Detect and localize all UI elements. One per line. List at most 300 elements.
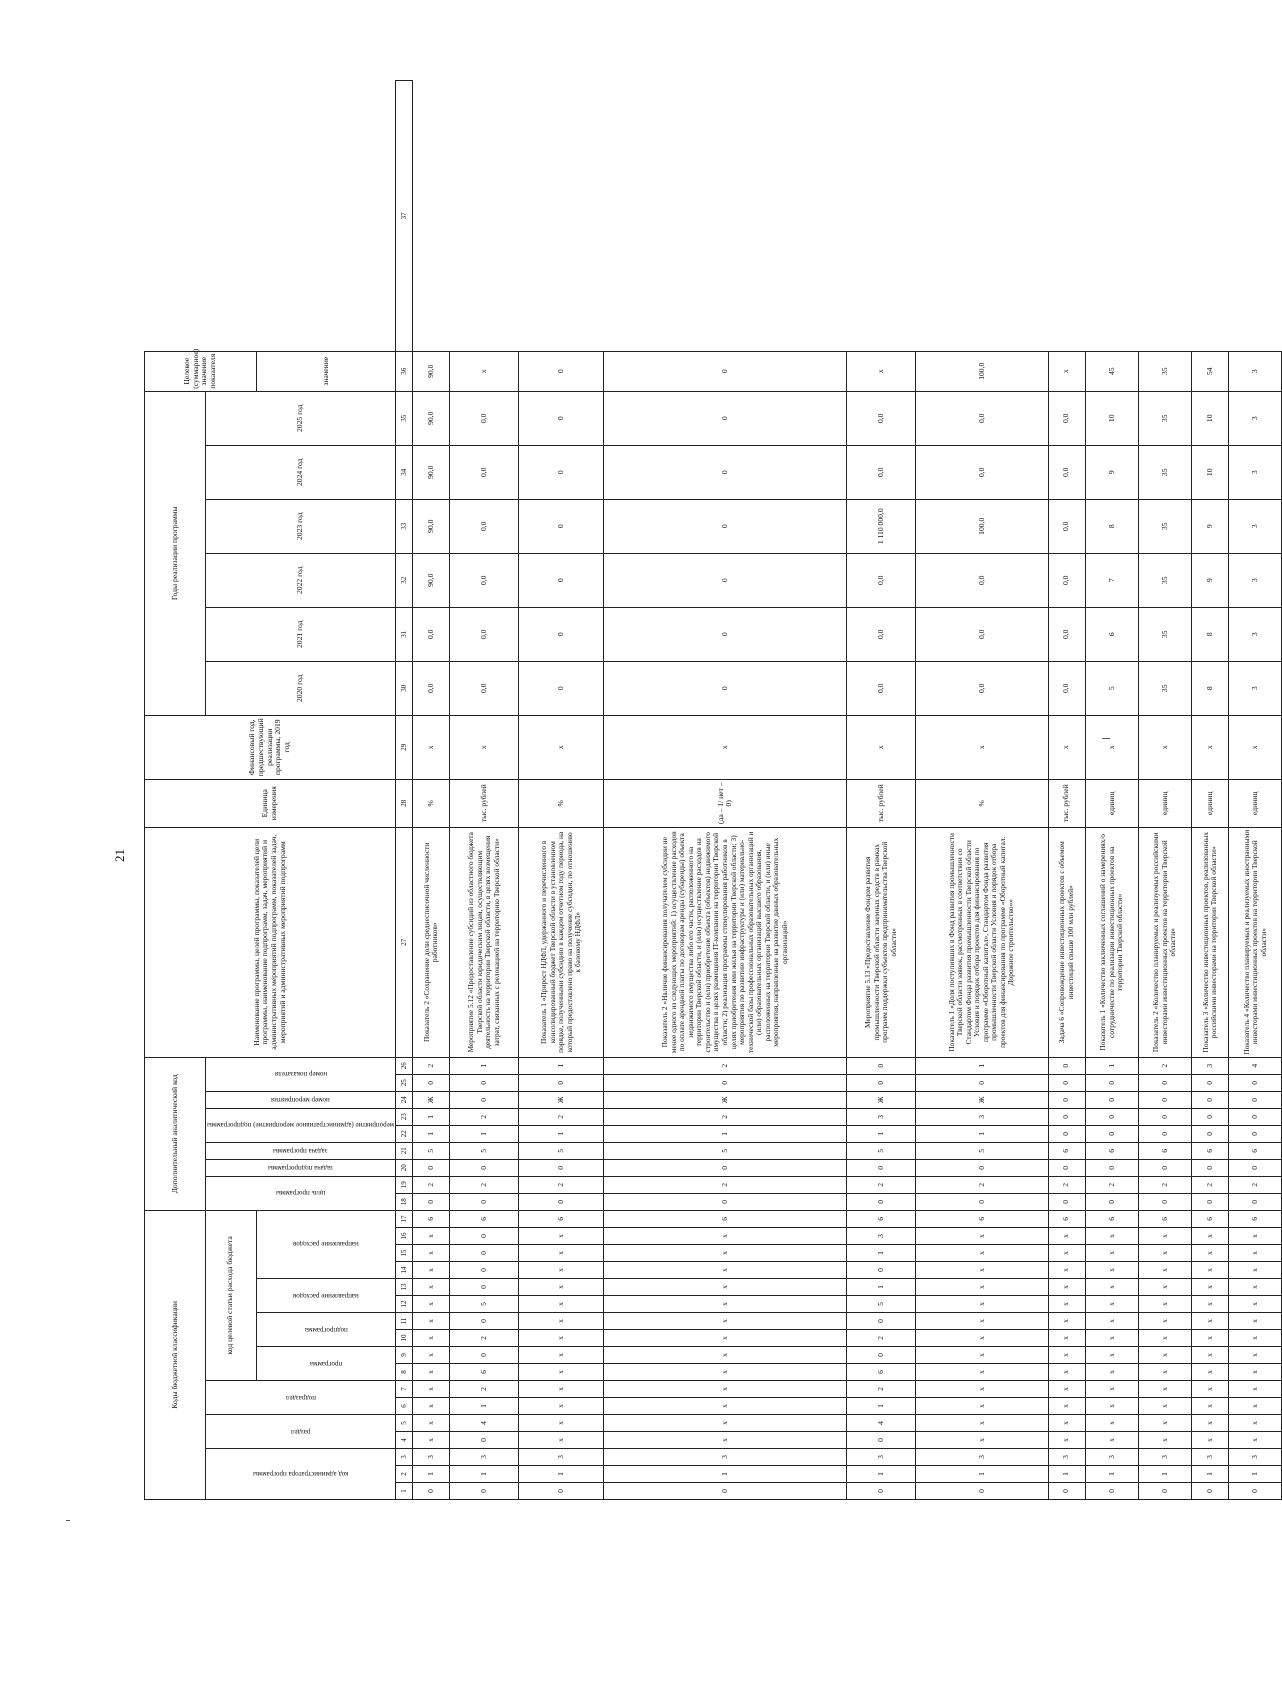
- year-2020-header: 2020 год: [206, 661, 396, 715]
- code-cell: 2: [847, 1381, 916, 1398]
- target-value-cell: х: [1048, 351, 1085, 391]
- year-value-cell: 0: [604, 661, 847, 715]
- code-cell: 3: [1085, 1449, 1138, 1466]
- code-cell: 0: [1229, 1074, 1282, 1091]
- year-value-cell: 0,0: [916, 553, 1048, 607]
- column-number: 30: [396, 661, 413, 715]
- code-cell: х: [1192, 1432, 1229, 1449]
- goal-header: цель программы: [276, 1189, 326, 1198]
- year-value-cell: 9: [1192, 553, 1229, 607]
- table-row: [1138, 81, 1191, 1500]
- column-number: 24: [396, 1091, 413, 1108]
- year-value-cell: 3: [1229, 661, 1282, 715]
- year-2025-header: 2025 год: [206, 391, 396, 445]
- code-cell: 2: [604, 1057, 847, 1074]
- year-value-cell: 0,0: [1048, 553, 1085, 607]
- code-cell: х: [1085, 1296, 1138, 1313]
- column-number: 22: [396, 1125, 413, 1142]
- year-value-cell: 1 110 000,0: [847, 499, 916, 553]
- code-cell: 6: [413, 1210, 450, 1227]
- code-cell: х: [604, 1279, 847, 1296]
- code-cell: х: [413, 1398, 450, 1415]
- year-value-cell: 0: [519, 391, 604, 445]
- column-number: 34: [396, 445, 413, 499]
- target-value-cell: 54: [1192, 351, 1229, 391]
- code-cell: х: [604, 1262, 847, 1279]
- target-value-header: значение: [256, 351, 396, 391]
- code-cell: х: [1048, 1381, 1085, 1398]
- column-number: 15: [396, 1245, 413, 1262]
- unit-header: Единица измерения: [145, 779, 396, 827]
- code-cell: 0: [1085, 1159, 1138, 1176]
- code-cell: 0: [1048, 1074, 1085, 1091]
- code-cell: х: [413, 1279, 450, 1296]
- code-cell: х: [1048, 1296, 1085, 1313]
- code-cell: х: [1048, 1313, 1085, 1330]
- code-cell: х: [1138, 1262, 1191, 1279]
- code-cell: 0: [450, 1193, 519, 1210]
- unit-cell: единиц: [1085, 779, 1138, 827]
- code-cell: х: [916, 1228, 1048, 1245]
- code-cell: 6: [847, 1210, 916, 1227]
- code-cell: 0: [847, 1262, 916, 1279]
- base-year-header: Финансовый год, предшествующий реализации программы, 2019 год: [145, 715, 396, 779]
- code-cell: 0: [916, 1483, 1048, 1500]
- column-number: 13: [396, 1279, 413, 1296]
- year-2024-header: 2024 год: [206, 445, 396, 499]
- column-number: 4: [396, 1432, 413, 1449]
- code-cell: х: [1048, 1398, 1085, 1415]
- code-cell: х: [519, 1296, 604, 1313]
- code-cell: х: [916, 1245, 1048, 1262]
- code-cell: 1: [1138, 1466, 1191, 1483]
- table-row: [1229, 81, 1282, 1500]
- code-cell: 0: [450, 1074, 519, 1091]
- year-value-cell: 0,0: [1048, 499, 1085, 553]
- code-cell: 0: [450, 1262, 519, 1279]
- year-value-cell: 0,0: [1048, 607, 1085, 661]
- budget-codes-header: Коды бюджетной классификации: [145, 1210, 206, 1499]
- unit-cell: %: [916, 779, 1048, 827]
- year-value-cell: 0: [519, 607, 604, 661]
- code-cell: х: [1229, 1330, 1282, 1347]
- code-cell: х: [413, 1228, 450, 1245]
- code-cell: 6: [916, 1210, 1048, 1227]
- column-number: 31: [396, 607, 413, 661]
- table-row: [1085, 81, 1138, 1500]
- year-2022-header: 2022 год: [206, 553, 396, 607]
- year-value-cell: 8: [1085, 499, 1138, 553]
- code-cell: х: [1085, 1398, 1138, 1415]
- column-number: 7: [396, 1381, 413, 1398]
- code-cell: х: [1192, 1279, 1229, 1296]
- row-name: Показатель 2 «Наличие финансирования получателем субсидии не менее одного из следующих мероприятий: 1) осуществление расходов по оплате арендной платы по договорам аренды (субаренды) объекта недвижимого имущества либо его части, расположенного на территории Тверской области, и (или) осуществление расходов на строительство и (или) приобретение объекта (объектов) недвижимого имущества в целях размещения IT-компании на территории Тверской области; 2) реализация программы стимулирования работников в целях приобретения ими жилья на территории Тверской области; 3) мероприятия по развитию инфраструктуры и (или) материально-технической базы профессиональных образовательных организаций и (или) образовательных организаций высшего образования, расположенных на территории Тверской области, и (или) иные мероприятия, направленные на развитие данных образовательных организаций»: [604, 827, 847, 1057]
- code-cell: 6: [519, 1210, 604, 1227]
- code-cell: 6: [1229, 1142, 1282, 1159]
- code-cell: х: [1192, 1415, 1229, 1432]
- code-cell: Ж: [519, 1091, 604, 1108]
- target-value-cell: 45: [1085, 351, 1138, 391]
- code-cell: 1: [1085, 1466, 1138, 1483]
- code-cell: Ж: [916, 1091, 1048, 1108]
- year-value-cell: 90,0: [413, 499, 450, 553]
- code-cell: 2: [1138, 1176, 1191, 1193]
- year-value-cell: 8: [1192, 607, 1229, 661]
- column-number: 14: [396, 1262, 413, 1279]
- row-name: Показатель 2 «Количество планируемых и реализуемых российскими инвесторами инвестиционных проектов на территории Тверской области»: [1138, 827, 1191, 1057]
- code-cell: х: [519, 1228, 604, 1245]
- code-cell: х: [1048, 1347, 1085, 1364]
- code-cell: х: [1048, 1279, 1085, 1296]
- code-cell: 0: [1048, 1091, 1085, 1108]
- code-cell: 2: [604, 1108, 847, 1125]
- code-cell: 0: [847, 1074, 916, 1091]
- code-cell: х: [604, 1313, 847, 1330]
- code-cell: 0: [450, 1313, 519, 1330]
- code-cell: х: [1048, 1245, 1085, 1262]
- code-cell: 1: [450, 1398, 519, 1415]
- code-cell: 2: [519, 1108, 604, 1125]
- column-number: 26: [396, 1057, 413, 1074]
- target-header: Целевое (суммарное) значение показателя: [145, 351, 257, 391]
- year-value-cell: 0,0: [847, 391, 916, 445]
- year-value-cell: 0,0: [916, 391, 1048, 445]
- code-cell: х: [1229, 1432, 1282, 1449]
- row-name: Показатель 1 «Доля поступивших в Фонд развития промышленности Тверской области заявок, рассмотренных в соответствии со Стандартом Фонда развития промышленности Тверской области Условия и порядок отбора проектов для финансирования по программе «Оборотный капитал», Стандартом Фонда развития промышленности Тверской области Условия и порядок отбора проектов для финансирования по программе «Оборотный капитал. Дорожное строительство»»: [916, 827, 1048, 1057]
- code-cell: 0: [450, 1159, 519, 1176]
- column-number: 23: [396, 1108, 413, 1125]
- code-cell: х: [1229, 1381, 1282, 1398]
- section-header: раздел: [290, 1427, 311, 1436]
- code-cell: х: [519, 1262, 604, 1279]
- code-cell: 1: [1048, 1466, 1085, 1483]
- year-value-cell: 0,0: [450, 391, 519, 445]
- year-value-cell: 35: [1138, 445, 1191, 499]
- column-number: 5: [396, 1415, 413, 1432]
- code-cell: 0: [1192, 1091, 1229, 1108]
- code-cell: х: [1048, 1432, 1085, 1449]
- unit-cell: единиц: [1138, 779, 1191, 827]
- rotated-table-sheet: [144, 80, 1268, 1500]
- year-value-cell: 3: [1229, 445, 1282, 499]
- base-year-cell: х: [450, 715, 519, 779]
- code-cell: х: [1229, 1313, 1282, 1330]
- code-cell: 3: [847, 1449, 916, 1466]
- year-value-cell: 0,0: [1048, 445, 1085, 499]
- year-value-cell: 0: [604, 445, 847, 499]
- base-year-cell: х: [604, 715, 847, 779]
- code-cell: 3: [916, 1449, 1048, 1466]
- year-value-cell: 0,0: [916, 607, 1048, 661]
- code-cell: 4: [1229, 1057, 1282, 1074]
- code-cell: 3: [1048, 1449, 1085, 1466]
- code-cell: Ж: [604, 1091, 847, 1108]
- year-value-cell: 10: [1085, 391, 1138, 445]
- code-cell: 0: [1229, 1108, 1282, 1125]
- year-value-cell: 0,0: [847, 661, 916, 715]
- code-cell: 6: [1138, 1142, 1191, 1159]
- code-cell: х: [1138, 1330, 1191, 1347]
- code-cell: х: [1229, 1296, 1282, 1313]
- code-cell: 3: [1229, 1449, 1282, 1466]
- code-cell: х: [413, 1262, 450, 1279]
- code-cell: х: [519, 1347, 604, 1364]
- code-cell: 0: [1138, 1125, 1191, 1142]
- unit-cell: единиц: [1192, 779, 1229, 827]
- column-number: 25: [396, 1074, 413, 1091]
- code-cell: х: [1085, 1381, 1138, 1398]
- code-cell: 0: [1048, 1159, 1085, 1176]
- code-cell: х: [519, 1279, 604, 1296]
- code-cell: х: [1192, 1313, 1229, 1330]
- code-cell: х: [1085, 1330, 1138, 1347]
- subprogram-header: подпрограмма: [304, 1325, 348, 1334]
- year-value-cell: 0,0: [450, 661, 519, 715]
- year-value-cell: 0: [604, 391, 847, 445]
- unit-cell: единиц: [1229, 779, 1282, 827]
- year-value-cell: 3: [1229, 391, 1282, 445]
- code-cell: 0: [604, 1193, 847, 1210]
- code-cell: 2: [1085, 1176, 1138, 1193]
- code-cell: 0: [519, 1074, 604, 1091]
- code-cell: х: [1085, 1313, 1138, 1330]
- target-value-cell: 35: [1138, 351, 1191, 391]
- code-cell: х: [1229, 1398, 1282, 1415]
- year-value-cell: 0,0: [413, 607, 450, 661]
- code-cell: 4: [847, 1415, 916, 1432]
- year-value-cell: 0: [604, 553, 847, 607]
- column-number: 32: [396, 553, 413, 607]
- task-program-header: задача программы: [273, 1146, 328, 1155]
- code-cell: х: [1229, 1245, 1282, 1262]
- code-cell: х: [604, 1228, 847, 1245]
- code-cell: х: [413, 1330, 450, 1347]
- code-cell: х: [519, 1415, 604, 1432]
- code-cell: х: [1085, 1364, 1138, 1381]
- year-value-cell: 0,0: [916, 445, 1048, 499]
- code-cell: 2: [1192, 1176, 1229, 1193]
- table-row: [1048, 81, 1085, 1500]
- code-cell: 0: [847, 1483, 916, 1500]
- column-number: 20: [396, 1159, 413, 1176]
- code-cell: 0: [519, 1159, 604, 1176]
- code-cell: 0: [916, 1193, 1048, 1210]
- indicator-num-header: номер показателя: [274, 1070, 327, 1079]
- code-cell: 3: [450, 1449, 519, 1466]
- code-cell: 1: [1229, 1466, 1282, 1483]
- code-cell: 0: [1138, 1108, 1191, 1125]
- code-cell: 0: [413, 1193, 450, 1210]
- target-value-cell: 0: [604, 351, 847, 391]
- code-cell: 3: [847, 1108, 916, 1125]
- program-area-header: направление расходов: [293, 1291, 359, 1300]
- code-cell: 0: [450, 1347, 519, 1364]
- code-cell: х: [1048, 1364, 1085, 1381]
- target-value-cell: 3: [1229, 351, 1282, 391]
- code-cell: х: [604, 1381, 847, 1398]
- code-cell: 0: [1138, 1074, 1191, 1091]
- year-2023-header: 2023 год: [206, 499, 396, 553]
- column-number: 11: [396, 1313, 413, 1330]
- code-cell: 0: [1138, 1193, 1191, 1210]
- code-cell: х: [1048, 1415, 1085, 1432]
- years-header: Годы реализации программы: [145, 391, 206, 715]
- year-value-cell: 0,0: [1048, 391, 1085, 445]
- code-cell: 1: [847, 1125, 916, 1142]
- row-name: Показатель 2 «Сохранение доли среднесписочной численности работников»: [413, 827, 450, 1057]
- code-cell: 6: [450, 1364, 519, 1381]
- year-value-cell: 90,0: [413, 445, 450, 499]
- code-cell: 3: [847, 1228, 916, 1245]
- code-cell: 0: [1085, 1125, 1138, 1142]
- year-value-cell: 9: [1192, 499, 1229, 553]
- code-cell: 6: [1229, 1210, 1282, 1227]
- code-cell: 0: [1138, 1091, 1191, 1108]
- code-cell: 0: [519, 1483, 604, 1500]
- code-cell: 0: [1229, 1125, 1282, 1142]
- code-cell: х: [1192, 1245, 1229, 1262]
- year-value-cell: 0,0: [450, 607, 519, 661]
- code-cell: 6: [1192, 1142, 1229, 1159]
- code-cell: х: [1192, 1296, 1229, 1313]
- code-cell: 1: [519, 1466, 604, 1483]
- code-cell: 6: [847, 1364, 916, 1381]
- code-cell: 0: [1138, 1483, 1191, 1500]
- year-value-cell: 35: [1138, 661, 1191, 715]
- code-cell: х: [916, 1330, 1048, 1347]
- code-cell: 1: [916, 1466, 1048, 1483]
- code-cell: х: [1138, 1347, 1191, 1364]
- code-cell: х: [519, 1245, 604, 1262]
- code-cell: х: [916, 1432, 1048, 1449]
- code-cell: 0: [450, 1432, 519, 1449]
- year-value-cell: 0,0: [450, 553, 519, 607]
- year-value-cell: 0,0: [413, 661, 450, 715]
- row-name: Задача 6 «Сопровождение инвестиционных проектов с объемом инвестиций свыше 100 млн рублей»: [1048, 827, 1085, 1057]
- code-cell: х: [1229, 1364, 1282, 1381]
- column-number: 6: [396, 1398, 413, 1415]
- code-cell: х: [1192, 1262, 1229, 1279]
- code-cell: х: [604, 1296, 847, 1313]
- code-cell: х: [1192, 1330, 1229, 1347]
- code-cell: х: [604, 1432, 847, 1449]
- row-name: Показатель 4 «Количество планируемых и реализуемых иностранными инвесторами инвестиционных проектов на территории Тверской области»: [1229, 827, 1282, 1057]
- column-number: 12: [396, 1296, 413, 1313]
- base-year-cell: х: [519, 715, 604, 779]
- page-number: 21: [112, 849, 127, 862]
- code-cell: х: [413, 1347, 450, 1364]
- table-row: [847, 81, 916, 1500]
- code-cell: 0: [450, 1245, 519, 1262]
- year-value-cell: 0,0: [450, 499, 519, 553]
- year-value-cell: 0,0: [450, 445, 519, 499]
- code-cell: х: [1085, 1228, 1138, 1245]
- year-2021-header: 2021 год: [206, 607, 396, 661]
- code-cell: 6: [450, 1210, 519, 1227]
- code-cell: х: [1138, 1415, 1191, 1432]
- code-cell: 1: [413, 1466, 450, 1483]
- code-cell: х: [413, 1415, 450, 1432]
- year-value-cell: 0: [604, 499, 847, 553]
- code-cell: х: [1048, 1228, 1085, 1245]
- year-value-cell: 0,0: [847, 445, 916, 499]
- year-value-cell: 3: [1229, 607, 1282, 661]
- program-header: программа: [309, 1359, 343, 1368]
- code-cell: 0: [604, 1483, 847, 1500]
- code-cell: х: [916, 1279, 1048, 1296]
- scan-mark: [66, 1520, 70, 1521]
- code-cell: 2: [450, 1381, 519, 1398]
- code-cell: х: [413, 1432, 450, 1449]
- column-number: 29: [396, 715, 413, 779]
- code-cell: х: [1138, 1245, 1191, 1262]
- code-cell: 1: [450, 1057, 519, 1074]
- code-cell: 2: [413, 1057, 450, 1074]
- row-name: Мероприятие 5.13 «Предоставление Фондом развития промышленности Тверской области заемных средств в рамках программ поддержки субъектов предпринимательства Тверской области»: [847, 827, 916, 1057]
- code-cell: 1: [413, 1108, 450, 1125]
- code-cell: х: [519, 1381, 604, 1398]
- column-number: 28: [396, 779, 413, 827]
- year-value-cell: 6: [1085, 607, 1138, 661]
- code-cell: 0: [1192, 1108, 1229, 1125]
- code-cell: х: [916, 1262, 1048, 1279]
- code-cell: х: [604, 1364, 847, 1381]
- code-cell: х: [519, 1364, 604, 1381]
- code-cell: х: [1138, 1364, 1191, 1381]
- year-value-cell: 90,0: [413, 391, 450, 445]
- code-cell: 0: [1085, 1074, 1138, 1091]
- code-cell: 0: [916, 1159, 1048, 1176]
- code-cell: х: [519, 1330, 604, 1347]
- code-cell: 0: [604, 1159, 847, 1176]
- code-cell: х: [916, 1347, 1048, 1364]
- code-cell: 1: [916, 1125, 1048, 1142]
- code-cell: 0: [1138, 1159, 1191, 1176]
- base-year-cell: х: [1192, 715, 1229, 779]
- code-cell: 1: [604, 1125, 847, 1142]
- code-cell: 6: [604, 1210, 847, 1227]
- code-cell: 1: [847, 1279, 916, 1296]
- code-cell: 0: [847, 1193, 916, 1210]
- code-cell: х: [916, 1381, 1048, 1398]
- year-value-cell: 90,0: [413, 553, 450, 607]
- column-numbers-row: [396, 81, 413, 1500]
- code-cell: 1: [604, 1466, 847, 1483]
- code-cell: 0: [604, 1074, 847, 1091]
- code-cell: Ж: [847, 1091, 916, 1108]
- code-cell: х: [604, 1415, 847, 1432]
- code-cell: х: [519, 1313, 604, 1330]
- code-cell: 2: [450, 1108, 519, 1125]
- column-number: 2: [396, 1466, 413, 1483]
- code-cell: 0: [1048, 1193, 1085, 1210]
- code-cell: 1: [450, 1466, 519, 1483]
- code-cell: 2: [604, 1176, 847, 1193]
- code-cell: х: [1192, 1347, 1229, 1364]
- row-name: Показатель 3 «Количество инвестиционных проектов, реализованных российскими инвесторами на территории Тверской области»: [1192, 827, 1229, 1057]
- table-row: [519, 81, 604, 1500]
- code-cell: х: [1138, 1296, 1191, 1313]
- table-row: [1192, 81, 1229, 1500]
- code-cell: х: [1048, 1330, 1085, 1347]
- code-cell: х: [916, 1415, 1048, 1432]
- code-cell: х: [1229, 1228, 1282, 1245]
- code-cell: 0: [1192, 1193, 1229, 1210]
- code-cell: х: [1192, 1381, 1229, 1398]
- code-cell: х: [413, 1313, 450, 1330]
- code-cell: 3: [916, 1108, 1048, 1125]
- code-cell: 1: [519, 1125, 604, 1142]
